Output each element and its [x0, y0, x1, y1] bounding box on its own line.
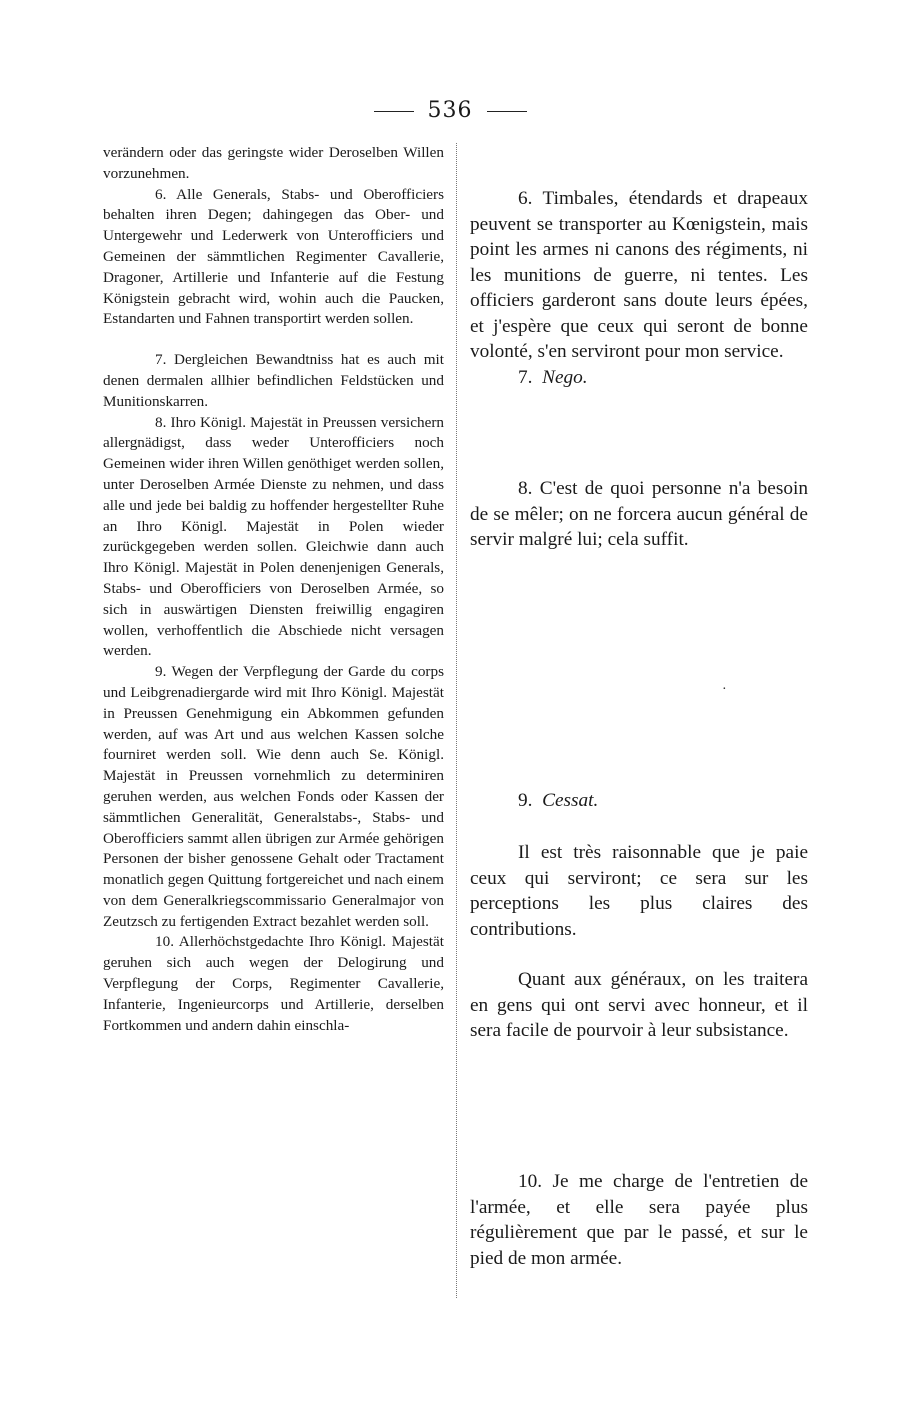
article-9a-french: Il est très raisonnable que je paie ceux qui serviront; ce sera sur les perceptions les plus claires des contributions.: [470, 842, 808, 940]
article-10-german: 10. Allerhöchstgedachte Ihro Königl. Majestät geruhen sich auch wegen der Delogirung und Verpflegung der Corps, Regimenter Cavallerie, Infanterie, Ingenieurcorps und Artillerie, derselben Fortkommen und andern dahin einschla-: [103, 933, 444, 1034]
stray-mark: ·: [722, 682, 727, 697]
french-article-9a-block: [470, 840, 808, 942]
article-7-number: 7.: [518, 366, 533, 388]
article-10-french: 10. Je me charge de l'entretien de l'armée, et elle sera payée plus régulièrement que par le passé, et sur le pied de mon armée.: [470, 1171, 808, 1269]
page-number: 536: [427, 98, 473, 123]
article-9-word: Cessat.: [542, 790, 599, 811]
article-8-german: 8. Ihro Königl. Majestät in Preussen versichern allergnädigst, dass weder Unterofficiers noch Gemeinen wider ihren Willen genöthiget werden sollen, unter Deroselben Armée Dienste zu nehmen, und dass alle und jede bei baldig zu hoffender hergestellter Ruhe an Ihro Königl. Majestät in Polen wieder zurückgegeben werden sollen. Gleichwie dann auch Ihro Königl. Majestät in Polen denenjenigen Generals, Stabs- und Oberofficiers von Deroselben Armée, so sich in auswärtigen Diensten freiwillig engagiren wollen, verhoffentlich die Abschiede nicht versagen werden.: [103, 413, 444, 660]
french-article-9-block: [470, 788, 808, 814]
article-9-number: 9.: [518, 790, 533, 811]
article-9-german: 9. Wegen der Verpflegung der Garde du corps und Leibgrenadiergarde wird mit Ihro Königl. Majestät in Preussen Genehmigung ein Abkommen gefunden werden, auf was Art und aus welchen Kassen solche fourniret werden soll. Wie denn auch Se. Königl. Majestät in Preussen vornehmlich zu determiniren geruhen werden, aus welchen Fonds oder Kassen der sämmtlichen Generalität, Generalstabs-, Stabs- und Oberofficiers sammt allen übrigen zur Armée gehörigen Personen der bisher genossene Gehalt oder Tractament monatlich gegen Quittung fortgereichet und nach einem von dem Generalkriegscommissario Generalmajor von Zeutzsch zu fertigenden Extract bezahlet werden soll.: [103, 663, 444, 930]
article-6-french: 6. Timbales, étendards et drapeaux peuvent se transporter au Kœnigstein, mais point les armes ni canons des régiments, ni les munitions de guerre, ni tentes. Les officiers garderont sans doute leurs épées, et j'espère que ceux qui seront de bonne volonté, s'en serviront pour mon service.: [470, 188, 808, 362]
french-article-9b-block: [470, 967, 808, 1044]
french-article-10-block: [470, 1169, 808, 1271]
paragraph-intro: verändern oder das geringste wider Deroselben Willen vorzunehmen.: [103, 144, 444, 182]
german-column: [103, 143, 444, 1036]
french-article-6-block: [470, 186, 808, 390]
french-article-8-block: [470, 476, 808, 553]
header-rule-right: [487, 111, 527, 112]
article-6-german: 6. Alle Generals, Stabs- und Oberofficiers behalten ihren Degen; dahingegen das Ober- und Untergewehr und Lederwerk von Unterofficiers und Gemeinen der sämmtlichen Regimenter Cavallerie, Dragoner, Artillerie und Infanterie auf die Festung Königstein gebracht wird, wohin auch die Paucken, Estandarten und Fahnen transportirt werden sollen.: [103, 185, 444, 328]
article-8-french: 8. C'est de quoi personne n'a besoin de se mêler; on ne forcera aucun général de servir malgré lui; cela suffit.: [470, 478, 808, 550]
page-header: [0, 98, 900, 123]
column-divider: [456, 143, 457, 1298]
article-9-french: [470, 788, 808, 814]
article-7-german: 7. Dergleichen Bewandtniss hat es auch mit denen dermalen allhier befindlichen Feldstücken und Munitionskarren.: [103, 351, 444, 410]
article-9b-french: Quant aux généraux, on les traitera en gens qui ont servi avec honneur, et il sera facile de pourvoir à leur subsistance.: [470, 969, 808, 1041]
article-7-french: [470, 365, 808, 391]
article-7-word: Nego.: [542, 366, 588, 388]
header-rule-left: [374, 111, 414, 112]
